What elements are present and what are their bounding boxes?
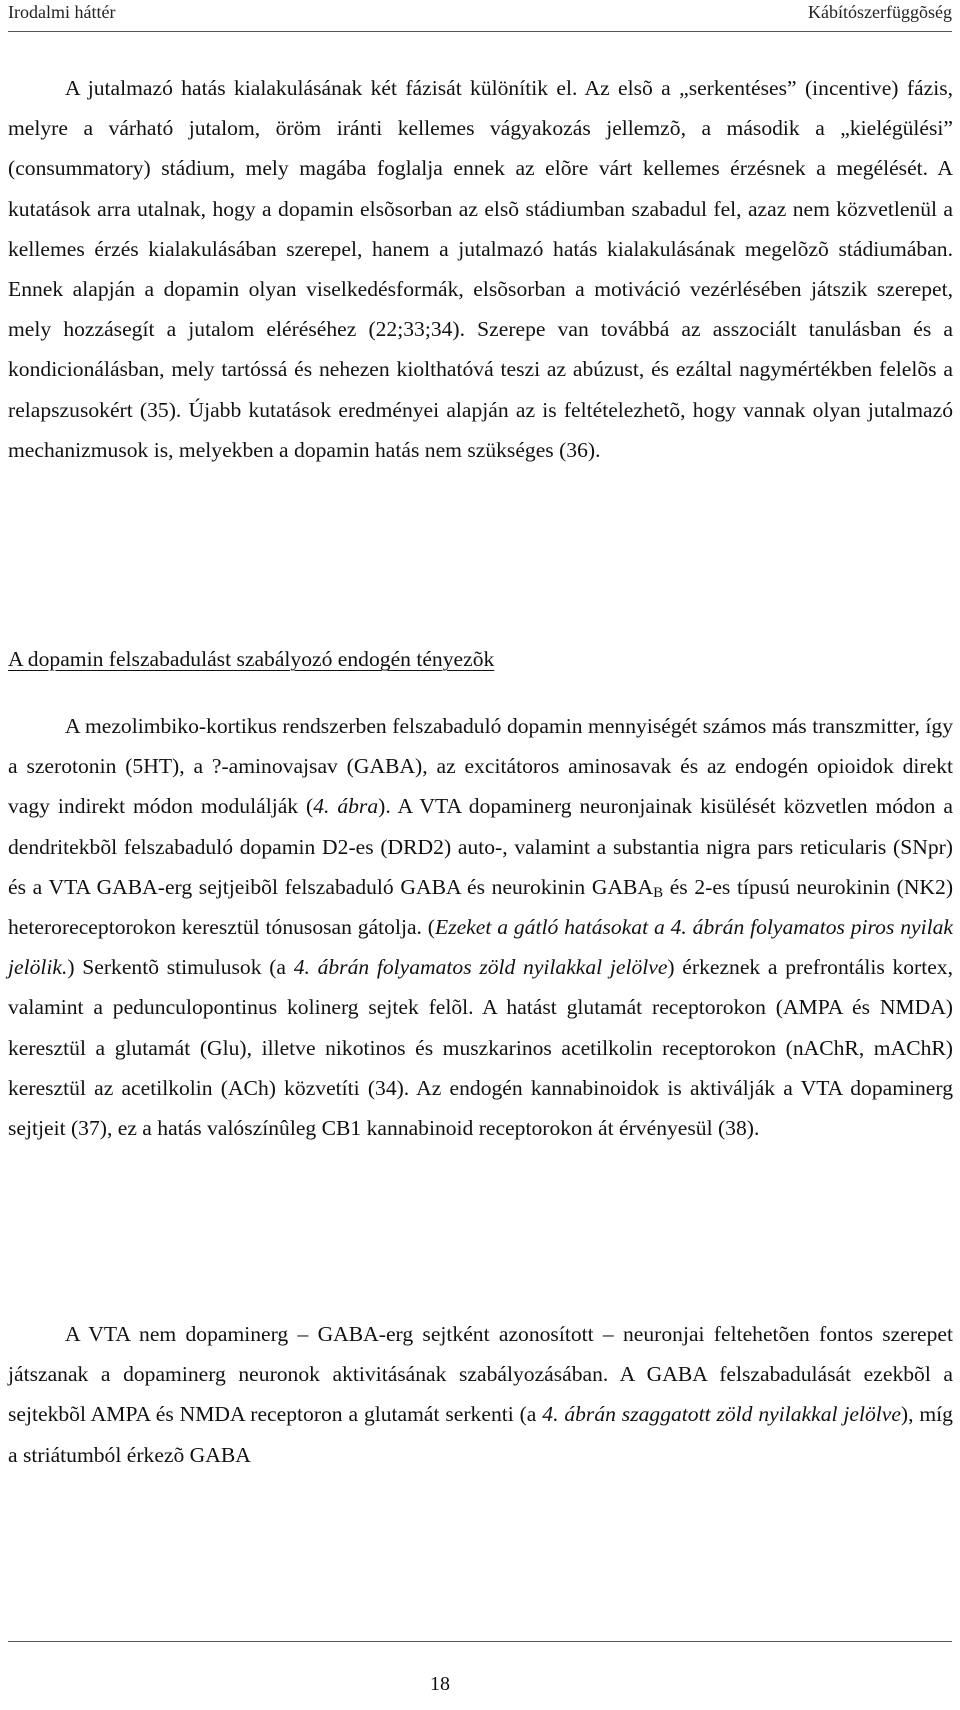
header-section-title: Irodalmi háttér bbox=[8, 2, 116, 22]
paragraph-text: ) Serkentõ stimulusok (a bbox=[67, 955, 294, 980]
paragraph-text: és 2-es típusú neurokinin (NK2) heteroreceptorokon keresztül tónusosan gátolja. ( bbox=[8, 874, 954, 940]
paragraph-reward-phases: A jutalmazó hatás kialakulásának két fázisát különítik el. Az elsõ a „serkentéses” (incentive) fázis, melyre a várható jutalom, öröm iránti kellemes vágyakozás jellemzõ, a második a „kielégülési” (consummatory) stádium, mely magába foglalja ennek az elõre várt kellemes érzésnek a megélését. A kutatások arra utalnak, hogy a dopamin elsõsorban az elsõ stádiumban szabadul fel, azaz nem közvetlenül a kellemes érzés kialakulásában szerepel, hanem a jutalmazó hatás kialakulásának megelõzõ stádiumában. Ennek alapján a dopamin olyan viselkedésformák, elsõsorban a motiváció vezérlésében játszik szerepet, mely hozzásegít a jutalom eléréséhez (22;33;34). Szerepe van továbbá az asszociált tanulásban és a kondicionálásban, mely tartóssá és nehezen kiolthatóvá teszi az abúzust, és ezáltal nagymértékben felelõs a relapszusokért (35). Újabb kutatások eredményei alapján az is feltételezhetõ, hogy vannak olyan jutalmazó mechanizmusok is, melyekben a dopamin hatás nem szükséges (36). bbox=[8, 76, 953, 462]
running-header bbox=[8, 0, 952, 30]
paragraph-text: A VTA nem dopaminerg – GABA-erg sejtként azonosított – neuronjai feltehetõen fontos szerepet játszanak a dopaminerg neuronok aktivitásának szabályozásában. A GABA felszabadulását ezekbõl a sejtekbõl AMPA és NMDA receptoron a glutamát serkenti (a bbox=[8, 1322, 953, 1427]
paragraph-text: ). A VTA dopaminerg neuronjainak kisülését közvetlen módon a dendritekbõl felszabaduló dopamin D2-es (DRD2) auto-, valamint a substantia nigra pars reticularis (SNpr) és a VTA GABA-erg sejtjeibõl felszabaduló GABA és neurokinin GABA bbox=[8, 794, 953, 899]
figure-note: Ezeket a gátló hatásokat a 4. ábrán folyamatos piros nyilak jelölik. bbox=[8, 915, 953, 980]
figure-note: 4. ábrán folyamatos zöld nyilakkal jelölve bbox=[293, 955, 668, 980]
paragraph-text: ), míg a striátumból érkezõ GABA bbox=[8, 1402, 953, 1467]
header-divider bbox=[8, 31, 952, 32]
paragraph-text: ) érkeznek a prefrontális kortex, valamint a pedunculopontinus kolinerg sejtek felõl. A hatást glutamát receptorokon (AMPA és NMDA) keresztül a glutamát (Glu), illetve nikotinos és muszkarinos acetilkolin receptorokon (nAChR, mAChR) keresztül az acetilkolin (ACh) közvetíti (34). Az endogén kannabinoidok is aktiválják a VTA dopaminerg sejtjeit (37), ez a hatás valószínûleg CB1 kannabinoid receptorokon át érvényesül (38). bbox=[8, 955, 954, 1141]
figure-reference: 4. ábra bbox=[313, 794, 379, 819]
paragraph-text: A mezolimbiko-kortikus rendszerben felszabaduló dopamin mennyiségét számos más transzmitter, így a szerotonin (5HT), a ?-aminovajsav (GABA), az excitátoros aminosavak és az endogén opioidok direkt vagy indirekt módon modulálják ( bbox=[8, 714, 953, 819]
paragraph-dopamine-regulation bbox=[8, 706, 953, 1148]
page-number: 18 bbox=[430, 1673, 450, 1695]
footer-divider bbox=[8, 1641, 952, 1642]
figure-note: 4. ábrán szaggatott zöld nyilakkal jelölve bbox=[542, 1402, 901, 1427]
paragraph-gaba-neurons bbox=[8, 1314, 953, 1475]
subscript: B bbox=[653, 884, 664, 901]
section-heading: A dopamin felszabadulást szabályozó endogén tényezõk bbox=[8, 647, 495, 671]
header-chapter-title: Kábítószerfüggõség bbox=[808, 2, 952, 22]
